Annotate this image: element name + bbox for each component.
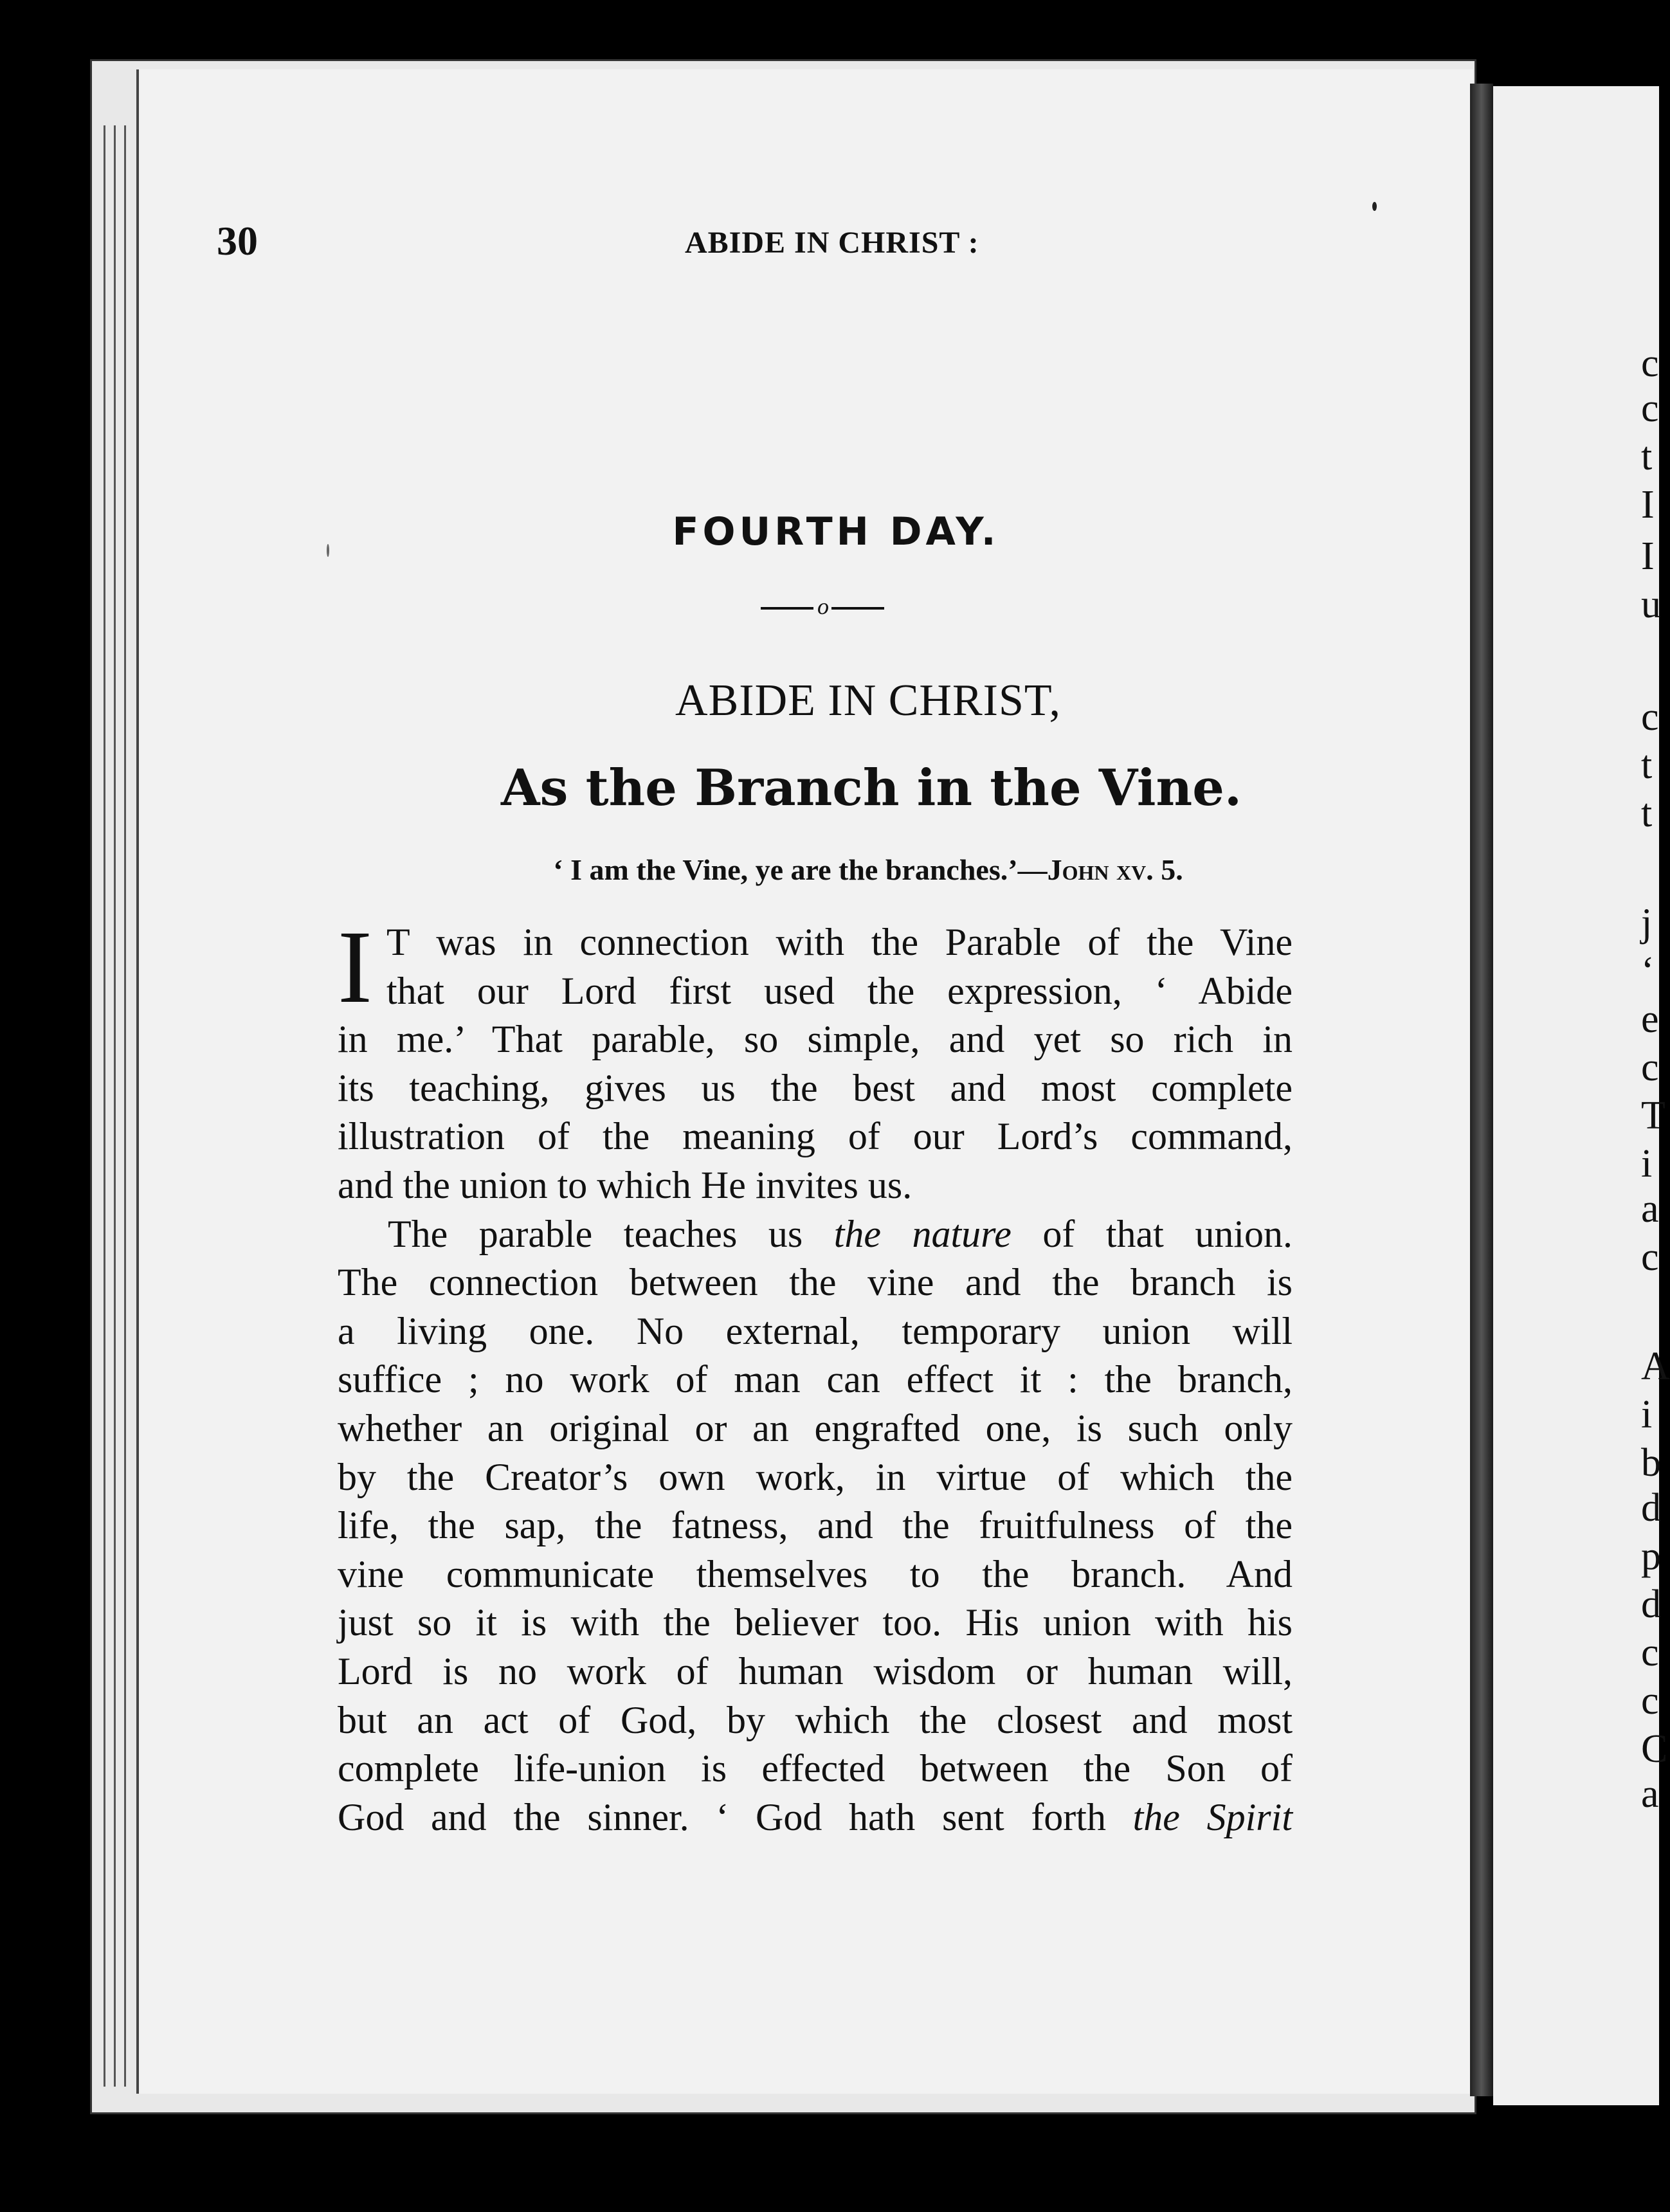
book-gutter	[1470, 84, 1493, 2096]
epigraph-reference: John xv. 5.	[1047, 853, 1183, 886]
ink-speck	[327, 544, 329, 557]
facing-page-letter: t	[1641, 743, 1653, 787]
ornament-letter: o	[817, 594, 829, 619]
paragraph-1	[338, 910, 1293, 1210]
facing-page-letter: i	[1641, 1393, 1653, 1437]
facing-page	[1493, 86, 1670, 2105]
facing-page-letter: p	[1641, 1534, 1661, 1578]
text-line: a living one. No external, temporary union will	[338, 1309, 1293, 1352]
facing-page-letter: j	[1641, 901, 1653, 945]
emphasis: the nature	[833, 1212, 1012, 1255]
facing-page-letter: I	[1641, 483, 1655, 527]
text-run: God and the sinner. ‘ God hath sent forth	[338, 1795, 1106, 1838]
facing-page-letter: d	[1641, 1486, 1661, 1530]
facing-page-letter: C	[1641, 1727, 1668, 1771]
text-line: that our Lord first used the expression, ‘ Abide	[386, 969, 1293, 1012]
page-edge-line	[114, 125, 116, 2087]
text-line: T was in connection with the Parable of the Vine	[386, 921, 1293, 963]
facing-page-letter: A	[1641, 1345, 1670, 1388]
epigraph-quote: ‘ I am the Vine, ye are the branches.’—	[553, 853, 1048, 886]
page-number: 30	[217, 218, 258, 264]
text-line: its teaching, gives us the best and most complete	[338, 1066, 1293, 1109]
facing-page-letter: c	[1641, 1631, 1659, 1674]
chapter-subtitle: As the Branch in the Vine.	[500, 759, 1242, 817]
text-line: whether an original or an engrafted one, is such only	[338, 1406, 1293, 1449]
text-run: of that union.	[1042, 1212, 1293, 1255]
facing-page-letter: c	[1641, 386, 1659, 430]
facing-page-letter: e	[1641, 997, 1659, 1041]
text-line: suffice ; no work of man can effect it : the branch,	[338, 1358, 1293, 1401]
facing-page-letter: d	[1641, 1582, 1661, 1626]
facing-page-letter: c	[1641, 1679, 1659, 1723]
page-edge-line	[104, 125, 105, 2087]
section-ornament	[761, 594, 889, 619]
facing-page-letter: T	[1641, 1094, 1665, 1138]
drop-cap: I	[338, 910, 372, 1025]
facing-page-letter: u	[1641, 583, 1661, 626]
text-line: by the Creator’s own work, in virtue of which the	[338, 1455, 1293, 1498]
text-line	[338, 1793, 1293, 1842]
facing-page-letter: c	[1641, 1046, 1659, 1089]
text-line: and the union to which He invites us.	[338, 1163, 912, 1206]
facing-page-letter: b	[1641, 1441, 1661, 1485]
ornament-rule-left	[761, 607, 813, 610]
epigraph	[0, 853, 1659, 887]
text-line	[338, 1210, 1293, 1259]
text-line: complete life-union is effected between the Son of	[338, 1747, 1293, 1790]
facing-page-letter: c	[1641, 695, 1659, 739]
facing-page-letter: a	[1641, 1772, 1659, 1816]
ink-speck	[1372, 202, 1377, 211]
text-line: in me.’ That parable, so simple, and yet so rich in	[338, 1018, 1293, 1061]
body-text	[338, 910, 1293, 1842]
text-line: but an act of God, by which the closest and most	[338, 1698, 1293, 1741]
paragraph-2	[338, 1210, 1293, 1842]
text-line: Lord is no work of human wisdom or human will,	[338, 1649, 1293, 1692]
facing-page-letter: I	[1641, 534, 1655, 578]
emphasis: the Spirit	[1132, 1795, 1293, 1838]
facing-page-letter: t	[1641, 435, 1653, 478]
text-line: just so it is with the believer too. His union with his	[338, 1601, 1293, 1644]
running-title: ABIDE IN CHRIST :	[685, 226, 979, 260]
chapter-title: ABIDE IN CHRIST,	[675, 676, 1061, 725]
facing-page-letter: c	[1641, 341, 1659, 385]
facing-page-letter: c	[1641, 1235, 1659, 1279]
facing-page-letter: a	[1641, 1187, 1659, 1231]
running-head	[0, 217, 1659, 269]
facing-page-letter: t	[1641, 792, 1653, 835]
text-line: illustration of the meaning of our Lord’s command,	[338, 1115, 1293, 1158]
ornament-rule-right	[831, 607, 884, 610]
day-heading: FOURTH DAY.	[672, 509, 1000, 554]
facing-page-letter: i	[1641, 1142, 1653, 1186]
text-line: vine communicate themselves to the branch. And	[338, 1552, 1293, 1595]
text-line: life, the sap, the fatness, and the fruitfulness of the	[338, 1504, 1293, 1547]
page-edge-line	[124, 125, 126, 2087]
facing-page-letter: ‘	[1641, 949, 1655, 993]
text-run: The parable teaches us	[388, 1212, 803, 1255]
text-line: The connection between the vine and the branch is	[338, 1261, 1293, 1304]
